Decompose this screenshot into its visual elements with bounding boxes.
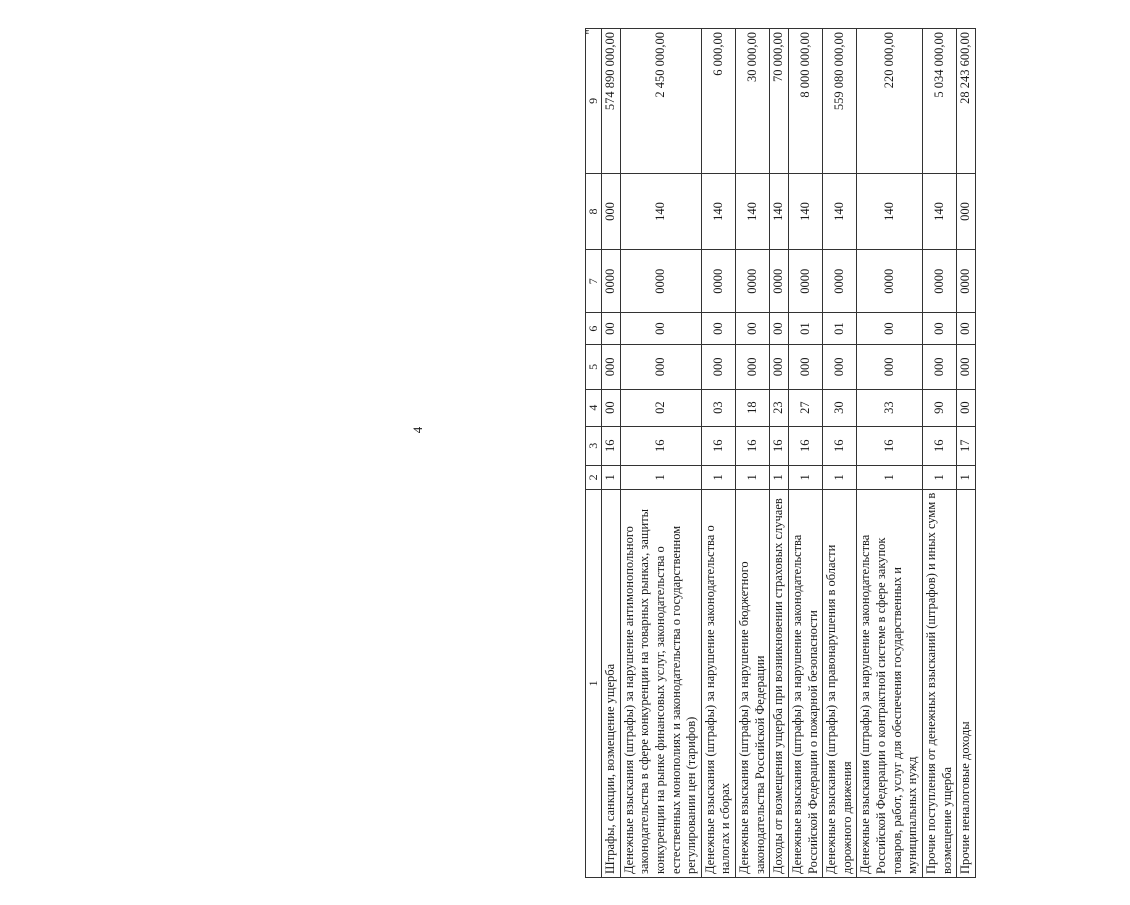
- code-cell-c5: 000: [922, 344, 956, 389]
- code-cell-c2: 1: [701, 466, 735, 490]
- code-cell-c7: 0000: [701, 250, 735, 313]
- code-cell-c2: 1: [602, 466, 621, 490]
- code-cell-c7: 0000: [857, 250, 923, 313]
- code-cell-c4: 02: [620, 389, 701, 426]
- code-cell-c9: 5 034 000,00: [922, 29, 956, 174]
- code-cell-c6: 00: [770, 313, 789, 345]
- code-cell-c8: 140: [857, 173, 923, 249]
- code-cell-c3: 16: [770, 426, 789, 465]
- code-cell-c5: 000: [857, 344, 923, 389]
- table-row: [957, 29, 976, 878]
- table-row: [770, 29, 789, 878]
- code-cell-c8: 140: [770, 173, 789, 249]
- table-row: [602, 29, 621, 878]
- code-cell-c2: 1: [620, 466, 701, 490]
- revenue-table: [582, 28, 976, 878]
- code-cell-c5: 000: [602, 344, 621, 389]
- header-cell: 6: [586, 313, 602, 345]
- code-cell-c4: 30: [823, 389, 857, 426]
- table-row: [823, 29, 857, 878]
- table-row: [701, 29, 735, 878]
- code-cell-c8: 140: [701, 173, 735, 249]
- code-cell-c9: 574 890 000,00: [602, 29, 621, 174]
- code-cell-c3: 16: [620, 426, 701, 465]
- rotated-sheet: [582, 28, 1130, 878]
- code-cell-c9: 28 243 600,00: [957, 29, 976, 174]
- code-cell-c9: 220 000,00: [857, 29, 923, 174]
- code-cell-c5: 000: [736, 344, 770, 389]
- code-cell-c6: 00: [922, 313, 956, 345]
- code-cell-c5: 000: [957, 344, 976, 389]
- header-cell: 5: [586, 344, 602, 389]
- row-name-cell: Доходы от возмещения ущерба при возникновении страховых случаев: [770, 489, 789, 877]
- header-cell: 2: [586, 466, 602, 490]
- row-name-cell: Прочие поступления от денежных взысканий (штрафов) и иных сумм в возмещение ущерба: [922, 489, 956, 877]
- code-cell-c8: 000: [602, 173, 621, 249]
- header-row: [586, 29, 602, 878]
- code-cell-c4: 00: [957, 389, 976, 426]
- code-cell-c7: 0000: [736, 250, 770, 313]
- code-cell-c5: 000: [701, 344, 735, 389]
- table-row: [857, 29, 923, 878]
- code-cell-c4: 03: [701, 389, 735, 426]
- code-cell-c2: 1: [823, 466, 857, 490]
- code-cell-c4: 00: [602, 389, 621, 426]
- code-cell-c8: 140: [823, 173, 857, 249]
- code-cell-c2: 1: [788, 466, 822, 490]
- header-cell: 1: [586, 489, 602, 877]
- code-cell-c2: 1: [857, 466, 923, 490]
- header-cell: 7: [586, 250, 602, 313]
- row-name-cell: Денежные взыскания (штрафы) за правонарушения в области дорожного движения: [823, 489, 857, 877]
- code-cell-c4: 23: [770, 389, 789, 426]
- code-cell-c3: 16: [788, 426, 822, 465]
- header-cell: 8: [586, 173, 602, 249]
- code-cell-c9: 559 080 000,00: [823, 29, 857, 174]
- code-cell-c8: 140: [788, 173, 822, 249]
- code-cell-c3: 16: [602, 426, 621, 465]
- row-name-cell: Денежные взыскания (штрафы) за нарушение законодательства о налогах и сборах: [701, 489, 735, 877]
- code-cell-c6: 00: [620, 313, 701, 345]
- code-cell-c6: 00: [602, 313, 621, 345]
- code-cell-c7: 0000: [957, 250, 976, 313]
- code-cell-c8: 140: [922, 173, 956, 249]
- table-row: [788, 29, 822, 878]
- code-cell-c4: 90: [922, 389, 956, 426]
- code-cell-c2: 1: [736, 466, 770, 490]
- row-name-cell: Денежные взыскания (штрафы) за нарушение антимонопольного законодательства в сфере конкуренции на товарных рынках, защиты конкуренции на рынке финансовых услуг, законодательства о естественных монополиях и законодательства о государственном регулировании цен (тарифов): [620, 489, 701, 877]
- header-cell: 9: [586, 29, 602, 174]
- code-cell-c7: 0000: [922, 250, 956, 313]
- code-cell-c2: 1: [770, 466, 789, 490]
- code-cell-c9: 6 000,00: [701, 29, 735, 174]
- code-cell-c9: 8 000 000,00: [788, 29, 822, 174]
- code-cell-c9: 30 000,00: [736, 29, 770, 174]
- code-cell-c7: 0000: [823, 250, 857, 313]
- row-name-cell: Денежные взыскания (штрафы) за нарушение законодательства Российской Федерации о пожарной безопасности: [788, 489, 822, 877]
- code-cell-c7: 0000: [620, 250, 701, 313]
- code-cell-c6: 00: [701, 313, 735, 345]
- code-cell-c6: 01: [823, 313, 857, 345]
- header-cell: 3: [586, 426, 602, 465]
- code-cell-c6: 01: [788, 313, 822, 345]
- code-cell-c3: 17: [957, 426, 976, 465]
- code-cell-c3: 16: [922, 426, 956, 465]
- code-cell-c6: 00: [957, 313, 976, 345]
- code-cell-c4: 18: [736, 389, 770, 426]
- code-cell-c7: 0000: [602, 250, 621, 313]
- code-cell-c9: 2 450 000,00: [620, 29, 701, 174]
- row-name-cell: Денежные взыскания (штрафы) за нарушение законодательства Российской Федерации о контрактной системе в сфере закупок товаров, работ, услуг для обеспечения государственных и муниципальных нужд: [857, 489, 923, 877]
- page-number: 4: [410, 426, 425, 434]
- code-cell-c3: 16: [823, 426, 857, 465]
- table-row: [736, 29, 770, 878]
- row-name-cell: Штрафы, санкции, возмещение ущерба: [602, 489, 621, 877]
- code-cell-c7: 0000: [788, 250, 822, 313]
- code-cell-c8: 000: [957, 173, 976, 249]
- code-cell-c3: 16: [857, 426, 923, 465]
- code-cell-c4: 27: [788, 389, 822, 426]
- code-cell-c4: 33: [857, 389, 923, 426]
- code-cell-c5: 000: [770, 344, 789, 389]
- code-cell-c5: 000: [620, 344, 701, 389]
- header-cell: 4: [586, 389, 602, 426]
- code-cell-c8: 140: [620, 173, 701, 249]
- row-name-cell: Прочие неналоговые доходы: [957, 489, 976, 877]
- table-row: [922, 29, 956, 878]
- code-cell-c3: 16: [736, 426, 770, 465]
- code-cell-c6: 00: [857, 313, 923, 345]
- code-cell-c5: 000: [788, 344, 822, 389]
- code-cell-c3: 16: [701, 426, 735, 465]
- row-name-cell: Денежные взыскания (штрафы) за нарушение бюджетного законодательства Российской Федерации: [736, 489, 770, 877]
- code-cell-c2: 1: [957, 466, 976, 490]
- code-cell-c9: 70 000,00: [770, 29, 789, 174]
- table-row: [620, 29, 701, 878]
- closing-quote: ": [582, 29, 598, 35]
- code-cell-c6: 00: [736, 313, 770, 345]
- code-cell-c2: 1: [922, 466, 956, 490]
- code-cell-c5: 000: [823, 344, 857, 389]
- code-cell-c7: 0000: [770, 250, 789, 313]
- code-cell-c8: 140: [736, 173, 770, 249]
